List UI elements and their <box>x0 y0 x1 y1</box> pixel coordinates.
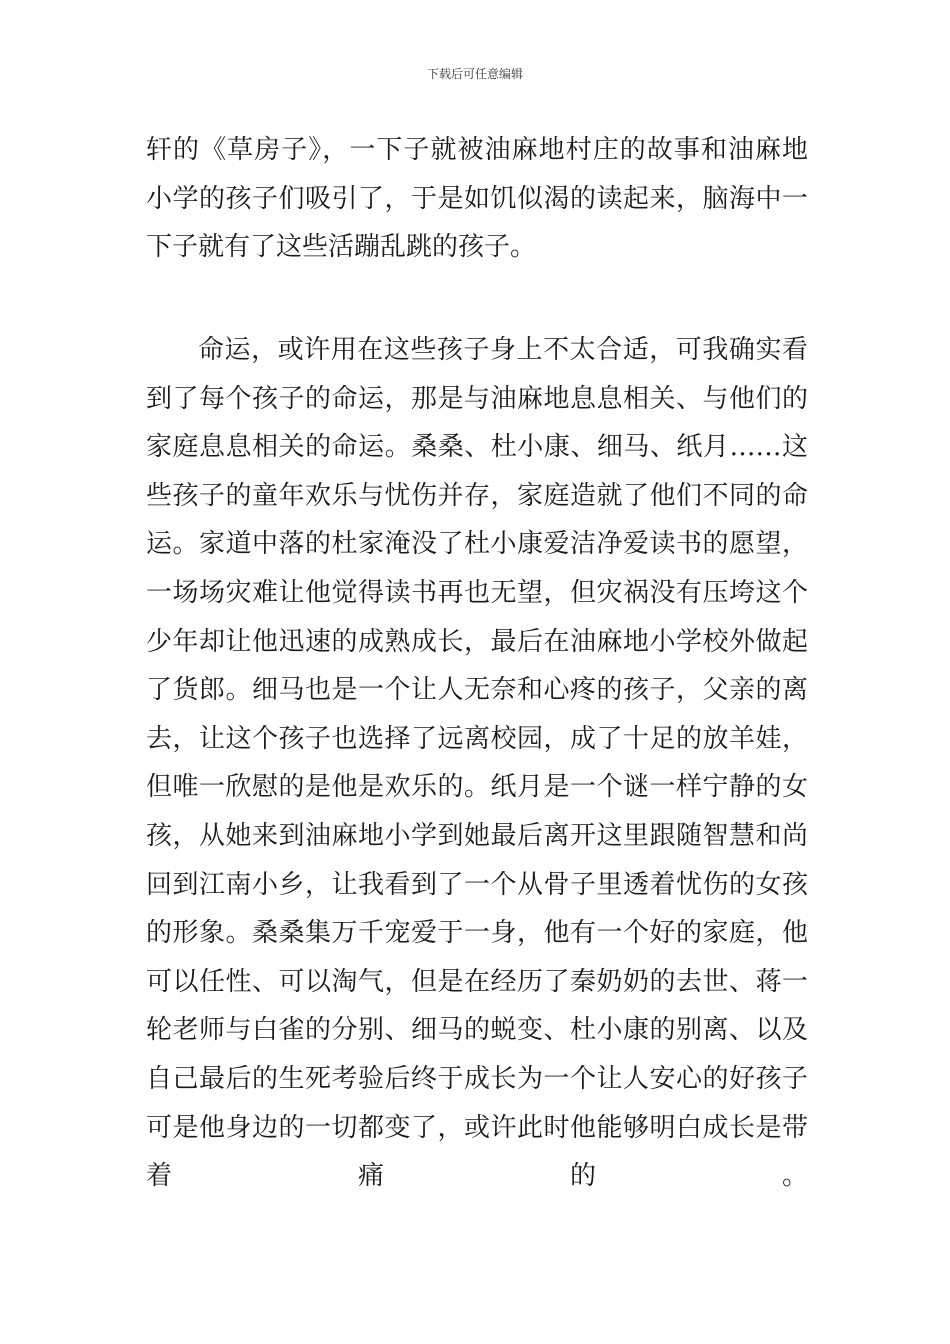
text-line: 可是他身边的一切都变了，或许此时他能够明白成长是带 <box>146 1112 808 1143</box>
page-header: 下载后可任意编辑 <box>426 67 523 81</box>
text-line: 了货郎。细马也是一个让人无奈和心疼的孩子，父亲的离 <box>146 675 808 706</box>
paragraph-fate <box>146 326 808 1249</box>
text-line: 运。家道中落的杜家淹没了杜小康爱洁净爱读书的愿望， <box>146 529 808 560</box>
text-line: 命运，或许用在这些孩子身上不太合适，可我确实看 <box>198 335 808 365</box>
text-line: 着痛的。 <box>146 1161 808 1192</box>
paragraph-continued <box>146 126 808 272</box>
text-line: 可以任性、可以淘气，但是在经历了秦奶奶的去世、蒋一 <box>146 966 808 997</box>
text-line: 去，让这个孩子也选择了远离校园，成了十足的放羊娃， <box>146 723 808 754</box>
text-line: 回到江南小乡，让我看到了一个从骨子里透着忧伤的女孩 <box>146 869 808 900</box>
text-line: 但唯一欣慰的是他是欢乐的。纸月是一个谜一样宁静的女 <box>146 772 808 803</box>
text-line: 轮老师与白雀的分别、细马的蜕变、杜小康的别离、以及 <box>146 1015 808 1046</box>
text-line <box>146 1201 808 1250</box>
text-line: 家庭息息相关的命运。桑桑、杜小康、细马、纸月……这 <box>146 432 808 463</box>
text-line: 小学的孩子们吸引了，于是如饥似渴的读起来，脑海中一 <box>146 183 808 214</box>
text-line: 些孩子的童年欢乐与忧伤并存，家庭造就了他们不同的命 <box>146 480 808 511</box>
text-line: 下子就有了这些活蹦乱跳的孩子。 <box>146 232 537 263</box>
text-line: 轩的《草房子》，一下子就被油麻地村庄的故事和油麻地 <box>146 135 808 165</box>
text-line: 的形象。桑桑集万千宠爱于一身，他有一个好的家庭，他 <box>146 918 808 949</box>
text-line: 少年却让他迅速的成熟成长，最后在油麻地小学校外做起 <box>146 626 808 657</box>
text-line: 一场场灾难让他觉得读书再也无望，但灾祸没有压垮这个 <box>146 577 808 608</box>
text-line: 自己最后的生死考验后终于成长为一个让人安心的好孩子 <box>146 1063 808 1094</box>
text-line: 孩，从她来到油麻地小学到她最后离开这里跟随智慧和尚 <box>146 820 808 851</box>
text-line: 到了每个孩子的命运，那是与油麻地息息相关、与他们的 <box>146 383 808 414</box>
